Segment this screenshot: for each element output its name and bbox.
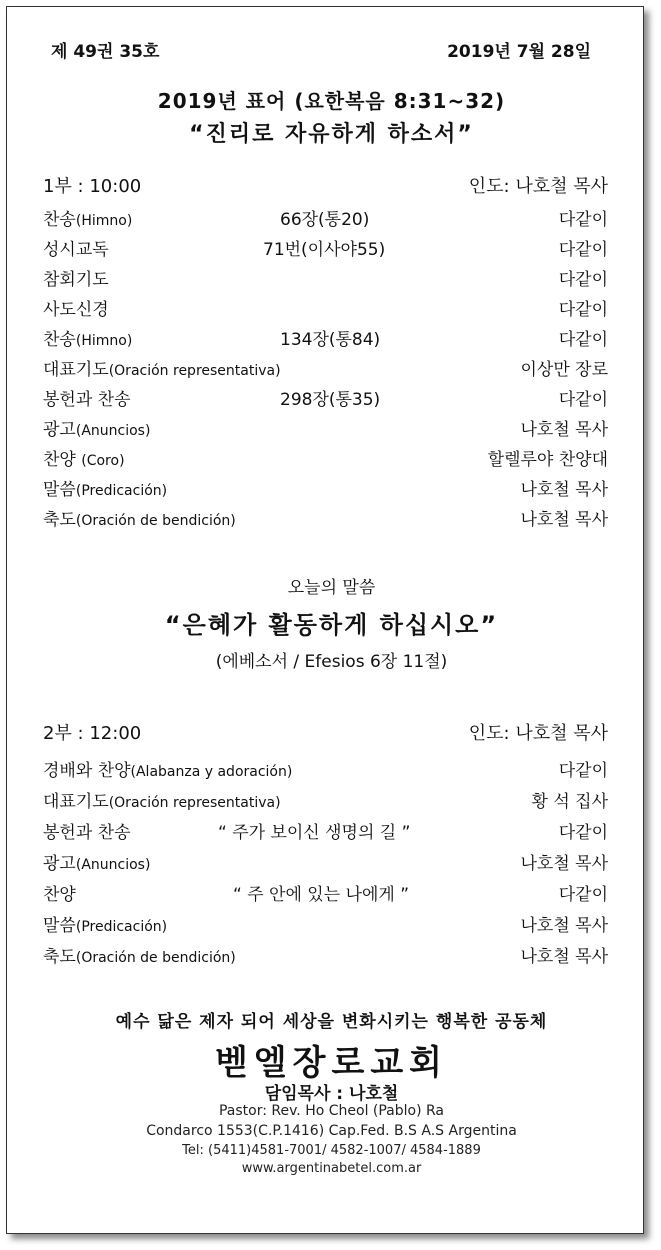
- order-item-by: 황 석 집사: [531, 792, 608, 812]
- order-item-by: 다같이: [558, 270, 608, 290]
- order-item-name: 봉헌과 찬송: [43, 823, 131, 843]
- order-row: [43, 475, 608, 505]
- order-item-sub: (Oración representativa): [108, 795, 281, 811]
- order-row: [43, 295, 608, 325]
- order-item-name: 성시교독: [43, 240, 109, 260]
- order-item-sub: (Anuncios): [75, 423, 151, 439]
- order-item-by: 나호철 목사: [520, 480, 608, 500]
- order-item-name: 찬양: [43, 885, 76, 905]
- order-item-sub: (Oración de bendición): [75, 513, 236, 529]
- order-item-sub: (Oración de bendición): [75, 950, 236, 966]
- church-name: 벧엘장로교회: [214, 1043, 449, 1083]
- order-row: [43, 505, 608, 535]
- order-item-sub: (Predicación): [75, 919, 168, 935]
- year-motto-title: 2019년 표어 (요한복음 8:31~32): [157, 89, 506, 113]
- order-row: [43, 756, 608, 786]
- order-item-by: 나호철 목사: [520, 916, 608, 936]
- order-item-by: 다같이: [558, 210, 608, 230]
- order-item-detail: 134장(통84): [280, 330, 381, 350]
- order-item-by: 다같이: [558, 761, 608, 781]
- order-item-name: 경배와 찬양: [43, 761, 131, 781]
- order-item-name: 대표기도: [43, 360, 109, 380]
- order-item-by: 다같이: [558, 885, 608, 905]
- order-item-by: 다같이: [558, 240, 608, 260]
- church-phone: Tel: (5411)4581-7001/ 4582-1007/ 4584-1889: [182, 1143, 481, 1158]
- word-heading: 오늘의 말씀: [287, 578, 376, 598]
- order-row: [43, 205, 608, 235]
- year-motto-slogan: “진리로 자유하게 하소서”: [189, 122, 474, 147]
- order-item-name: 참회기도: [43, 270, 109, 290]
- order-row: [43, 385, 608, 415]
- order-item-by: 나호철 목사: [520, 854, 608, 874]
- service1-header: [43, 172, 608, 202]
- service2-leader: 인도: 나호철 목사: [468, 723, 608, 744]
- order-item-by: 다같이: [558, 300, 608, 320]
- order-item-name: 축도: [43, 947, 76, 967]
- order-row: [43, 911, 608, 941]
- order-row: [43, 415, 608, 445]
- order-item-by: 할렐루야 찬양대: [487, 450, 608, 470]
- order-item-by: 나호철 목사: [520, 510, 608, 530]
- order-item-name: 축도: [43, 510, 76, 530]
- order-item-name: 사도신경: [43, 300, 109, 320]
- order-item-by: 나호철 목사: [520, 420, 608, 440]
- senior-pastor: 담임목사 : 나호철: [264, 1084, 399, 1104]
- church-address: Condarco 1553(C.P.1416) Cap.Fed. B.S A.S Argentina: [146, 1123, 517, 1139]
- order-item-sub: (Predicación): [75, 483, 168, 499]
- service1-time: 1부 : 10:00: [43, 176, 142, 197]
- service1-leader: 인도: 나호철 목사: [468, 176, 608, 197]
- service2-time: 2부 : 12:00: [43, 723, 142, 744]
- order-item-sub: (Alabanza y adoración): [130, 764, 293, 780]
- order-item-detail: 298장(통35): [280, 390, 381, 410]
- order-item-sub: (Himno): [75, 333, 133, 349]
- bulletin-page: [6, 6, 644, 1234]
- order-row: [43, 787, 608, 817]
- order-item-name: 찬양: [43, 450, 82, 470]
- order-item-sub: (Himno): [75, 213, 133, 229]
- order-row: [43, 325, 608, 355]
- order-item-by: 다같이: [558, 330, 608, 350]
- scripture-reference: (에베소서 / Efesios 6장 11절): [215, 652, 448, 672]
- church-motto: 예수 닮은 제자 되어 세상을 변화시키는 행복한 공동체: [115, 1012, 548, 1032]
- pastor-english: Pastor: Rev. Ho Cheol (Pablo) Ra: [218, 1103, 445, 1119]
- order-row: [43, 942, 608, 972]
- order-item-detail: 66장(통20): [280, 210, 370, 230]
- order-item-sub: (Anuncios): [75, 857, 151, 873]
- order-row: [43, 355, 608, 385]
- order-item-by: 다같이: [558, 823, 608, 843]
- order-row: [43, 445, 608, 475]
- order-item-name: 찬송: [43, 210, 76, 230]
- order-item-name: 광고: [43, 420, 76, 440]
- order-row: [43, 235, 608, 265]
- bulletin-date: 2019년 7월 28일: [447, 42, 591, 62]
- order-item-name: 찬송: [43, 330, 76, 350]
- order-item-detail: “ 주가 보이신 생명의 길 ”: [218, 823, 411, 843]
- service2-header: [43, 719, 608, 749]
- order-row: [43, 880, 608, 910]
- order-item-by: 이상만 장로: [520, 360, 608, 380]
- order-item-by: 다같이: [558, 390, 608, 410]
- order-item-name: 광고: [43, 854, 76, 874]
- order-item-sub: (Coro): [81, 453, 125, 469]
- order-item-sub: (Oración representativa): [108, 363, 281, 379]
- sermon-title: “은혜가 활동하게 하십시오”: [164, 611, 499, 639]
- order-item-name: 봉헌과 찬송: [43, 390, 131, 410]
- order-item-name: 말씀: [43, 480, 76, 500]
- order-row: [43, 265, 608, 295]
- order-row: [43, 818, 608, 848]
- order-item-name: 대표기도: [43, 792, 109, 812]
- issue-number: 제 49권 35호: [51, 42, 160, 62]
- order-item-detail: “ 주 안에 있는 나에게 ”: [233, 885, 410, 905]
- order-row: [43, 849, 608, 879]
- church-website[interactable]: www.argentinabetel.com.ar: [241, 1161, 422, 1176]
- order-item-by: 나호철 목사: [520, 947, 608, 967]
- order-item-name: 말씀: [43, 916, 76, 936]
- order-item-detail: 71번(이사야55): [263, 240, 386, 260]
